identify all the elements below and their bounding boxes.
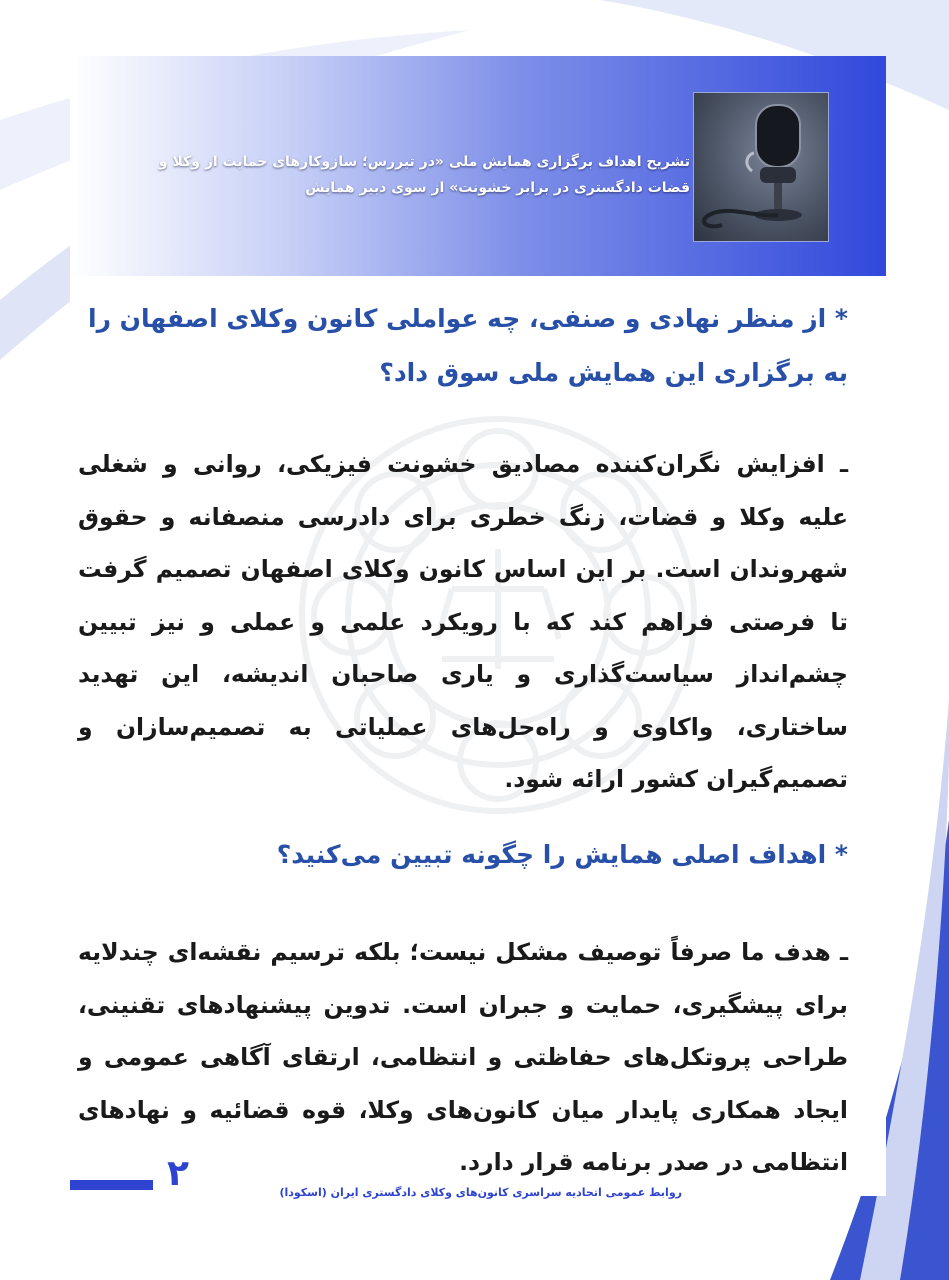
question-2: * اهداف اصلی همایش را چگونه تبیین می‌کنید؟ (276, 840, 848, 869)
page-number: ۲ (167, 1153, 189, 1194)
article-body (70, 56, 886, 1196)
document-page (70, 56, 886, 1199)
footer-publisher: روابط عمومی اتحادیه سراسری کانون‌های وکلای دادگستری ایران (اسکودا) (279, 1186, 682, 1199)
header-title: تشریح اهداف برگزاری همایش ملی «در تیررس؛ سازوکارهای حمایت از وکلا و قضات دادگستری در برابر خشونت» از سوی دبیر همایش (158, 154, 690, 196)
question-1: * از منظر نهادی و صنفی، چه عواملی کانون وکلای اصفهان را به برگزاری این همایش ملی سوق داد؟ (88, 304, 848, 387)
answer-2: ـ هدف ما صرفاً توصیف مشکل نیست؛ بلکه ترسیم نقشه‌ای چندلایه برای پیشگیری، حمایت و جبران است. تدوین پیشنهادهای تقنینی، طراحی پروتکل‌های حفاظتی و انتظامی، ارتقای آگاهی عمومی و ایجاد همکاری پایدار میان کانون‌های وکلا، قوه قضائیه و نهادهای انتظامی در صدر برنامه قرار دارد. (78, 938, 848, 1176)
answer-1: ـ افزایش نگران‌کننده مصادیق خشونت فیزیکی، روانی و شغلی علیه وکلا و قضات، زنگ خطری برای دادرسی منصفانه و حقوق شهروندان است. بر این اساس کانون وکلای اصفهان تصمیم گرفت تا فرصتی فراهم کند که با رویکرد علمی و عملی و نیز تبیین چشم‌انداز سیاست‌گذاری و یاری صاحبان اندیشه، این تهدید ساختاری، واکاوی و راه‌حل‌های عملیاتی به تصمیم‌سازان و تصمیم‌گیران کشور ارائه شود. (78, 450, 848, 793)
